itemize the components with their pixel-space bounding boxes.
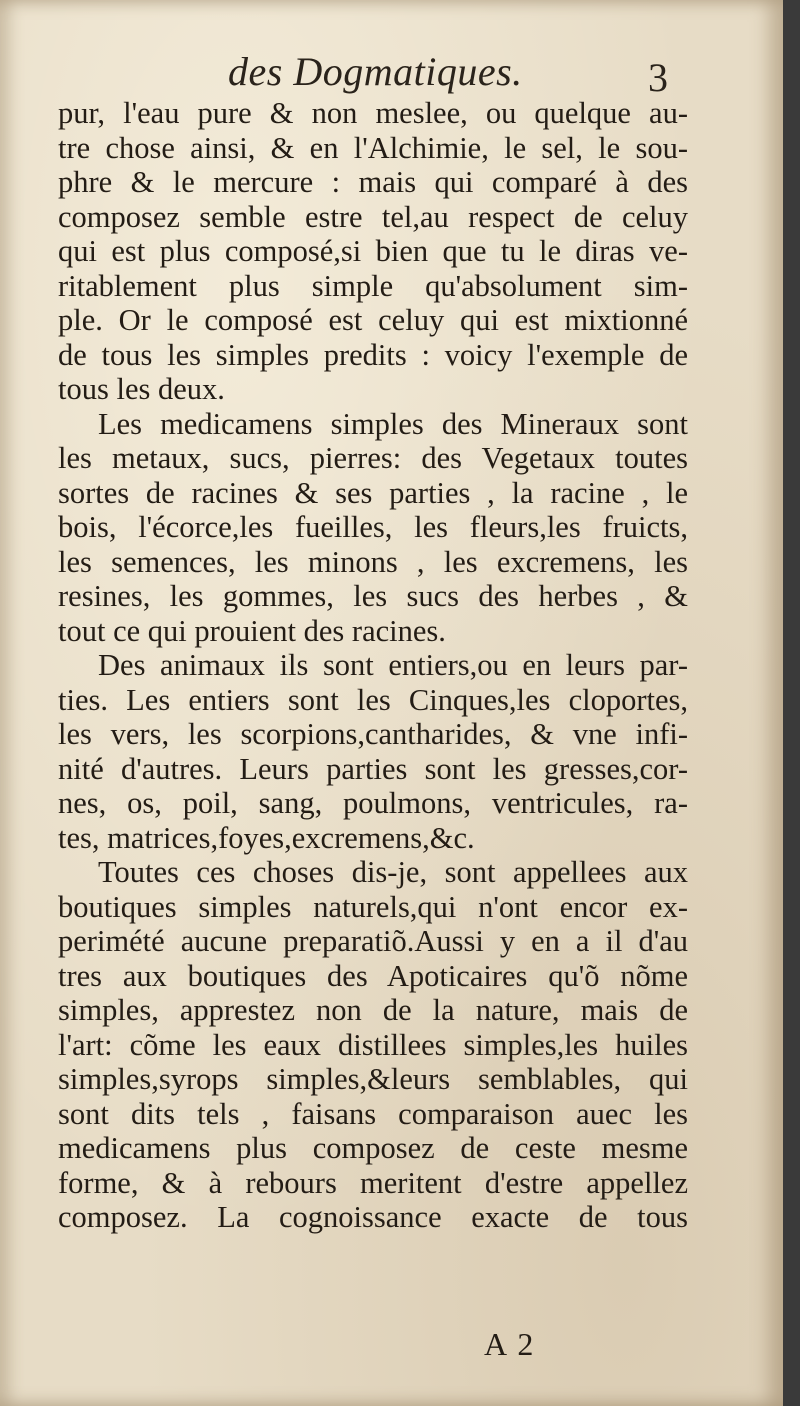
running-head: des Dogmatiques. — [228, 49, 523, 94]
text-line: sortes de racines & ses parties , la racine , le — [58, 475, 688, 510]
text-line: Toutes ces choses dis-je, sont appellees aux — [98, 855, 688, 889]
text-line: simples, apprestez non de la nature, mais de — [58, 993, 688, 1027]
text-line: ties. Les entiers sont les Cinques,les cloportes, — [58, 682, 688, 717]
text-line: qui est plus composé,si bien que tu le diras ve- — [58, 234, 688, 268]
signature-mark: A 2 — [484, 1326, 536, 1362]
text-line: l'art: cõme les eaux distillees simples,les huiles — [58, 1027, 688, 1062]
text-line: les semences, les minons , les excremens, les — [58, 544, 688, 579]
text-line: tres aux boutiques des Apoticaires qu'õ nõme — [58, 958, 688, 993]
text-line: sont dits tels , faisans comparaison auec les — [58, 1096, 688, 1131]
text-line: bois, l'écorce,les fueilles, les fleurs,les fruicts, — [58, 510, 688, 544]
page-number: 3 — [648, 55, 668, 100]
text-line: nes, os, poil, sang, poulmons, ventricules, ra- — [58, 786, 688, 820]
text-line: tes, matrices,foyes,excremens,&c. — [58, 820, 475, 855]
text-line: resines, les gommes, les sucs des herbes , & — [58, 579, 688, 613]
text-line: perimété aucune preparatiõ.Aussi y en a il d'au — [58, 924, 688, 958]
text-line: composez semble estre tel,au respect de celuy — [58, 199, 688, 234]
text-line: medicamens plus composez de ceste mesme — [58, 1131, 688, 1165]
text-line: Des animaux ils sont entiers,ou en leurs par- — [98, 648, 688, 682]
text-line: composez. La cognoissance exacte de tous — [58, 1200, 688, 1234]
text-line: Les medicamens simples des Mineraux sont — [98, 406, 688, 441]
text-line: ritablement plus simple qu'absolument sim- — [58, 268, 688, 303]
text-line: simples,syrops simples,&leurs semblables, qui — [58, 1062, 688, 1096]
text-line: pur, l'eau pure & non meslee, ou quelque au- — [58, 96, 688, 130]
text-line: forme, & à rebours meritent d'estre appellez — [58, 1165, 688, 1200]
text-line: les vers, les scorpions,cantharides, & vne infi- — [58, 717, 688, 751]
body-text — [58, 96, 688, 1235]
text-line: tous les deux. — [58, 372, 225, 406]
text-line: boutiques simples naturels,qui n'ont encor ex- — [58, 889, 688, 924]
text-line: tout ce qui prouient des racines. — [58, 613, 446, 648]
text-line: de tous les simples predits : voicy l'exemple de — [58, 337, 688, 372]
text-line: tre chose ainsi, & en l'Alchimie, le sel, le sou- — [58, 130, 688, 165]
text-line: ple. Or le composé est celuy qui est mixtionné — [58, 303, 688, 337]
text-line: phre & le mercure : mais qui comparé à des — [58, 165, 688, 199]
text-line: les metaux, sucs, pierres: des Vegetaux toutes — [58, 441, 688, 475]
text-line: nité d'autres. Leurs parties sont les gresses,cor- — [58, 751, 688, 786]
